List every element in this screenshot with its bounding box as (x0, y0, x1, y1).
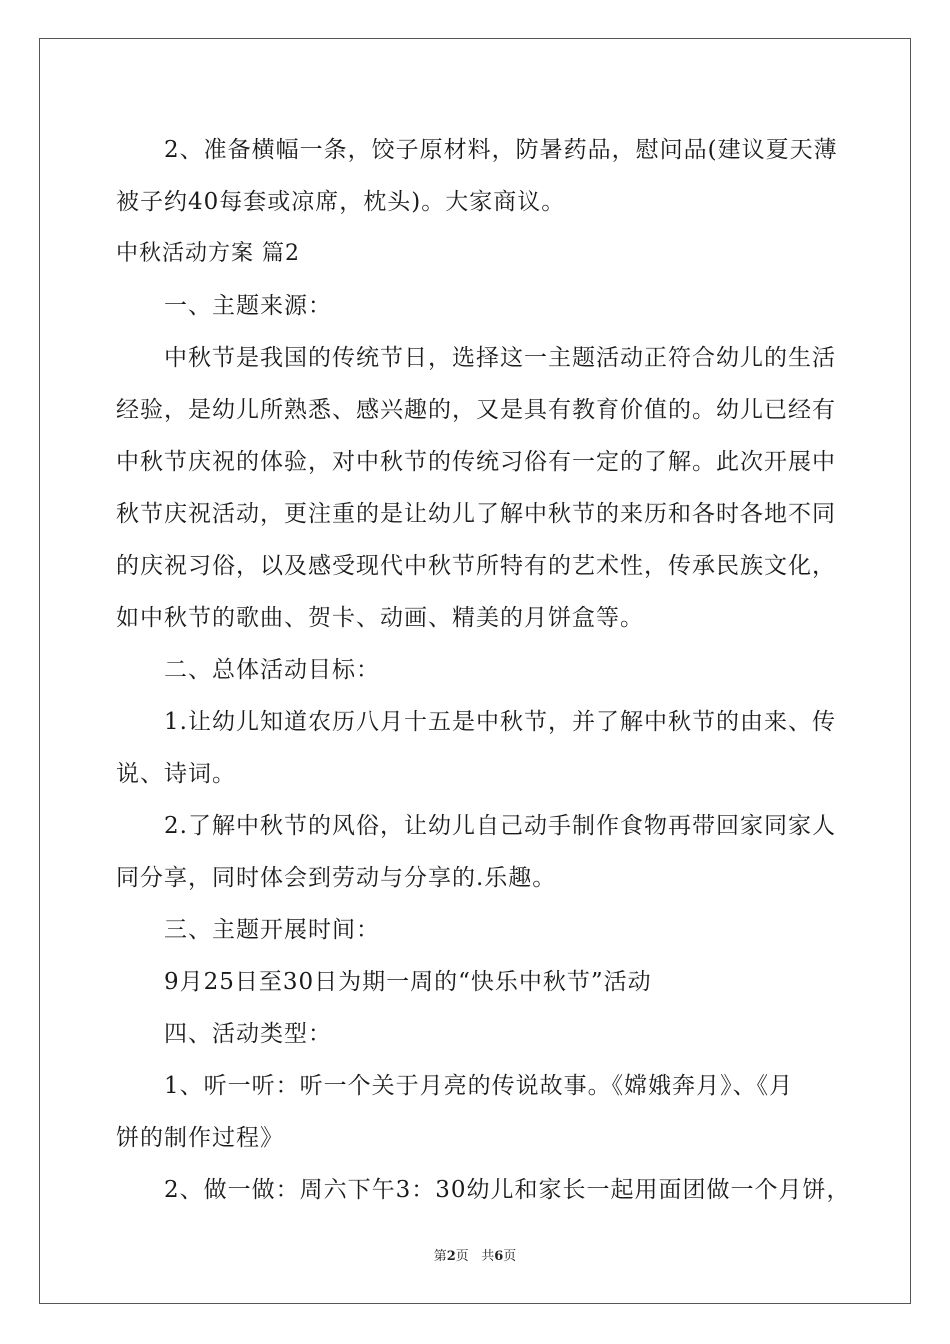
paragraph-line: 饼的制作过程》 (116, 1125, 284, 1151)
paragraph-line: 同分享，同时体会到劳动与分享的.乐趣。 (116, 865, 557, 891)
paragraph-line: 2.了解中秋节的风俗，让幼儿自己动手制作食物再带回家同家人 (164, 813, 836, 839)
paragraph-line: 经验，是幼儿所熟悉、感兴趣的，又是具有教育价值的。幼儿已经有 (116, 397, 836, 423)
section-heading: 二、总体活动目标： (164, 657, 380, 683)
paragraph-line: 1.让幼儿知道农历八月十五是中秋节，并了解中秋节的由来、传 (164, 709, 836, 735)
paragraph-line: 9月25日至30日为期一周的“快乐中秋节”活动 (164, 969, 652, 995)
page-footer (0, 1245, 950, 1264)
paragraph-line: 中秋节庆祝的体验，对中秋节的传统习俗有一定的了解。此次开展中 (116, 449, 836, 475)
section-title: 中秋活动方案 篇2 (116, 241, 300, 266)
paragraph-line: 的庆祝习俗，以及感受现代中秋节所特有的艺术性，传承民族文化， (116, 553, 836, 579)
paragraph-line: 中秋节是我国的传统节日，选择这一主题活动正符合幼儿的生活 (164, 345, 836, 371)
footer-suffix: 页 (503, 1249, 517, 1264)
current-page-number: 2 (446, 1249, 456, 1264)
paragraph-line: 2、准备横幅一条，饺子原材料，防暑药品，慰问品(建议夏天薄 (164, 137, 838, 163)
section-heading: 三、主题开展时间： (164, 917, 380, 943)
footer-prefix: 第 (433, 1249, 447, 1264)
document-body (116, 124, 851, 1216)
footer-mid: 页 共 (455, 1249, 495, 1264)
paragraph-line: 说、诗词。 (116, 761, 236, 787)
paragraph-line: 如中秋节的歌曲、贺卡、动画、精美的月饼盒等。 (116, 605, 644, 631)
paragraph-line: 被子约40每套或凉席，枕头)。大家商议。 (116, 189, 566, 215)
total-page-number: 6 (494, 1249, 504, 1264)
section-heading: 一、主题来源： (164, 293, 332, 319)
section-heading: 四、活动类型： (164, 1021, 332, 1047)
paragraph-line: 秋节庆祝活动，更注重的是让幼儿了解中秋节的来历和各时各地不同 (116, 501, 836, 527)
paragraph-line: 1、听一听：听一个关于月亮的传说故事。《嫦娥奔月》、《月 (164, 1073, 794, 1099)
paragraph-line: 2、做一做：周六下午3：30幼儿和家长一起用面团做一个月饼， (164, 1177, 851, 1203)
